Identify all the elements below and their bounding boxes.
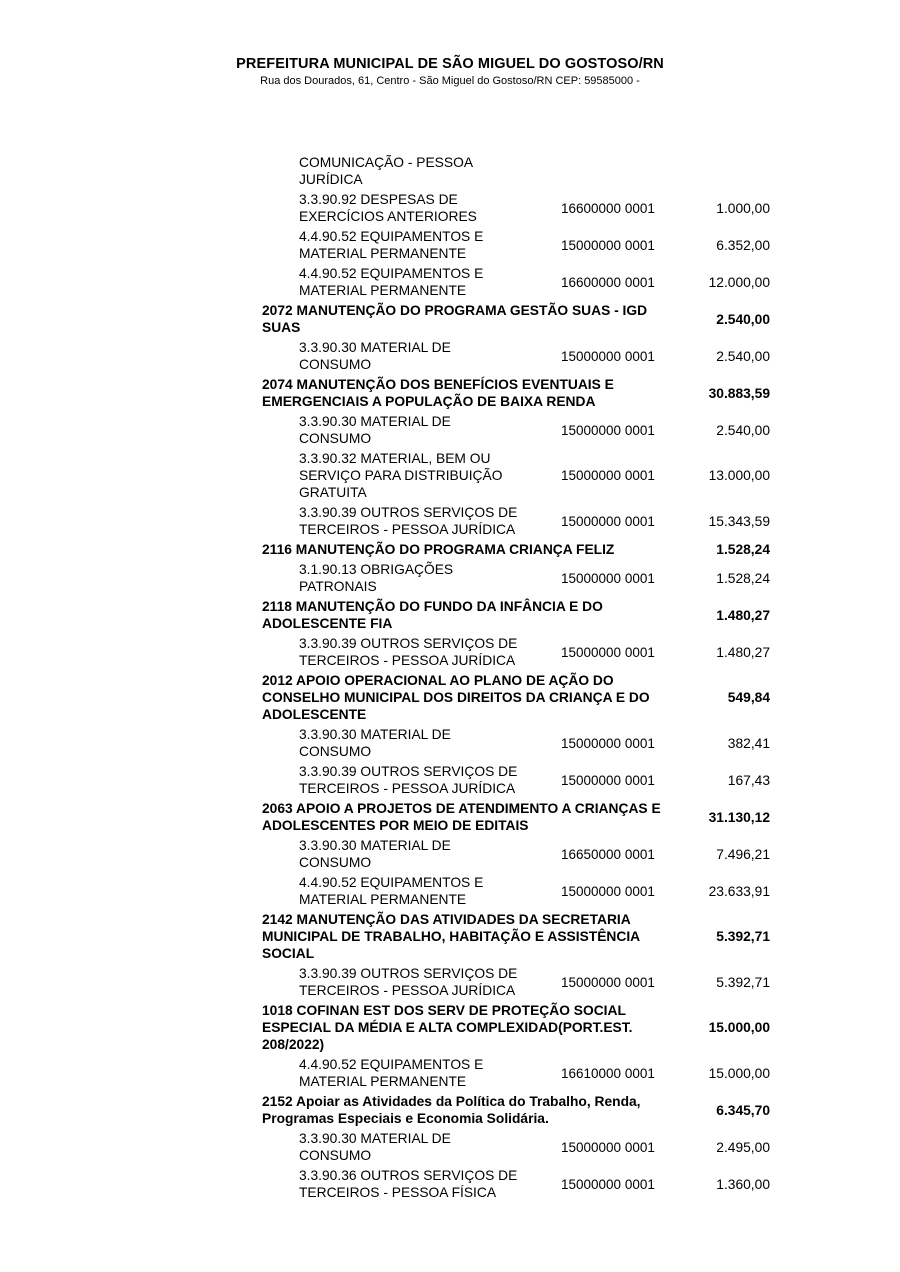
action-total: 1.528,24: [716, 542, 770, 557]
municipality-title: PREFEITURA MUNICIPAL DE SÃO MIGUEL DO GOSTOSO/RN: [236, 56, 664, 72]
item-source-code: 15000000 0001: [561, 348, 655, 364]
budget-action-row: [262, 301, 774, 338]
budget-action-row: [262, 910, 774, 964]
budget-item-row: [262, 560, 774, 597]
item-value: 7.496,21: [716, 846, 770, 862]
budget-action-row: [262, 671, 774, 725]
item-value: 1.528,24: [716, 570, 770, 586]
budget-action-row: [262, 799, 774, 836]
item-value: 1.480,27: [716, 644, 770, 660]
budget-item-row: [262, 1055, 774, 1092]
item-value: 2.495,00: [716, 1139, 770, 1155]
item-description: 3.3.90.92 DESPESAS DE EXERCÍCIOS ANTERIORES: [299, 192, 477, 224]
item-value: 1.360,00: [716, 1176, 770, 1192]
item-value: 2.540,00: [716, 422, 770, 438]
budget-item-row: [262, 1129, 774, 1166]
action-title: 2074 MANUTENÇÃO DOS BENEFÍCIOS EVENTUAIS E EMERGENCIAIS A POPULAÇÃO DE BAIXA RENDA: [262, 377, 614, 409]
action-total: 2.540,00: [716, 311, 770, 327]
action-total: 30.883,59: [708, 385, 770, 401]
item-description: 3.3.90.30 MATERIAL DE CONSUMO: [299, 340, 451, 372]
item-source-code: 16600000 0001: [561, 274, 655, 290]
budget-item-row: [262, 153, 774, 190]
budget-item-row: [262, 190, 774, 227]
item-source-code: 15000000 0001: [561, 513, 655, 529]
action-title: 2072 MANUTENÇÃO DO PROGRAMA GESTÃO SUAS - IGD SUAS: [262, 303, 648, 335]
item-description: 3.3.90.39 OUTROS SERVIÇOS DE TERCEIROS - PESSOA JURÍDICA: [299, 636, 518, 668]
budget-item-row: [262, 634, 774, 671]
item-value: 13.000,00: [708, 468, 770, 483]
item-source-code: 15000000 0001: [561, 422, 655, 438]
action-title: 2142 MANUTENÇÃO DAS ATIVIDADES DA SECRETARIA MUNICIPAL DE TRABALHO, HABITAÇÃO E ASSISTÊNCIA SOCIAL: [262, 912, 640, 961]
item-value: 15.343,59: [708, 513, 770, 529]
item-description: 3.3.90.36 OUTROS SERVIÇOS DE TERCEIROS - PESSOA FÍSICA: [299, 1168, 518, 1200]
action-title: 2116 MANUTENÇÃO DO PROGRAMA CRIANÇA FELIZ: [262, 542, 615, 557]
item-source-code: 15000000 0001: [561, 1139, 655, 1155]
budget-item-row: [262, 836, 774, 873]
action-title: 2063 APOIO A PROJETOS DE ATENDIMENTO A CRIANÇAS E ADOLESCENTES POR MEIO DE EDITAIS: [262, 801, 661, 833]
item-value: 12.000,00: [708, 274, 770, 290]
item-description: 4.4.90.52 EQUIPAMENTOS E MATERIAL PERMANENTE: [299, 266, 484, 298]
budget-item-row: [262, 762, 774, 799]
item-value: 23.633,91: [708, 883, 770, 899]
item-description: 3.3.90.32 MATERIAL, BEM OU SERVIÇO PARA DISTRIBUIÇÃO GRATUITA: [299, 451, 503, 500]
budget-item-row: [262, 873, 774, 910]
item-description: 3.3.90.39 OUTROS SERVIÇOS DE TERCEIROS - PESSOA JURÍDICA: [299, 505, 518, 537]
item-source-code: 16610000 0001: [561, 1065, 655, 1081]
item-description: 3.1.90.13 OBRIGAÇÕES PATRONAIS: [299, 562, 454, 594]
budget-action-row: [262, 1001, 774, 1055]
item-source-code: 16650000 0001: [561, 846, 655, 862]
item-description: 4.4.90.52 EQUIPAMENTOS E MATERIAL PERMANENTE: [299, 875, 484, 907]
action-title: 2012 APOIO OPERACIONAL AO PLANO DE AÇÃO DO CONSELHO MUNICIPAL DOS DIREITOS DA CRIANÇA E DO ADOLESCENTE: [262, 673, 650, 722]
budget-item-row: [262, 1166, 774, 1203]
item-source-code: 15000000 0001: [561, 468, 655, 483]
item-value: 1.000,00: [716, 200, 770, 216]
municipality-address: Rua dos Dourados, 61, Centro - São Miguel do Gostoso/RN CEP: 59585000 -: [260, 75, 640, 87]
action-total: 15.000,00: [708, 1020, 770, 1035]
budget-action-row: [262, 375, 774, 412]
item-source-code: 15000000 0001: [561, 644, 655, 660]
item-value: 2.540,00: [716, 348, 770, 364]
item-value: 15.000,00: [708, 1065, 770, 1081]
budget-item-row: [262, 449, 774, 503]
item-description: 4.4.90.52 EQUIPAMENTOS E MATERIAL PERMANENTE: [299, 1057, 484, 1089]
item-description: 3.3.90.30 MATERIAL DE CONSUMO: [299, 1131, 451, 1163]
budget-action-row: [262, 540, 774, 560]
item-source-code: 15000000 0001: [561, 735, 655, 751]
item-description: 3.3.90.39 OUTROS SERVIÇOS DE TERCEIROS - PESSOA JURÍDICA: [299, 966, 518, 998]
action-title: 2152 Apoiar as Atividades da Política do Trabalho, Renda, Programas Especiais e Economia Solidária.: [262, 1094, 641, 1126]
action-total: 1.480,27: [716, 607, 770, 623]
budget-action-row: [262, 1092, 774, 1129]
item-description: COMUNICAÇÃO - PESSOA JURÍDICA: [299, 155, 473, 187]
item-value: 382,41: [727, 735, 770, 751]
item-source-code: 15000000 0001: [561, 237, 655, 253]
action-total: 31.130,12: [708, 809, 770, 825]
budget-item-row: [262, 338, 774, 375]
budget-action-row: [262, 597, 774, 634]
budget-item-row: [262, 964, 774, 1001]
budget-item-row: [262, 725, 774, 762]
budget-item-row: [262, 412, 774, 449]
item-description: 3.3.90.30 MATERIAL DE CONSUMO: [299, 838, 451, 870]
item-description: 3.3.90.39 OUTROS SERVIÇOS DE TERCEIROS - PESSOA JURÍDICA: [299, 764, 518, 796]
item-source-code: 15000000 0001: [561, 570, 655, 586]
item-source-code: 15000000 0001: [561, 883, 655, 899]
item-description: 4.4.90.52 EQUIPAMENTOS E MATERIAL PERMANENTE: [299, 229, 484, 261]
item-value: 5.392,71: [716, 974, 770, 990]
item-source-code: 15000000 0001: [561, 974, 655, 990]
budget-item-row: [262, 264, 774, 301]
budget-item-row: [262, 227, 774, 264]
action-total: 549,84: [727, 690, 770, 705]
item-value: 167,43: [727, 772, 770, 788]
item-source-code: 15000000 0001: [561, 772, 655, 788]
action-total: 5.392,71: [716, 929, 770, 944]
action-title: 1018 COFINAN EST DOS SERV DE PROTEÇÃO SOCIAL ESPECIAL DA MÉDIA E ALTA COMPLEXIDAD(PORT.EST. 208/2022): [262, 1003, 633, 1052]
item-description: 3.3.90.30 MATERIAL DE CONSUMO: [299, 727, 451, 759]
item-source-code: 15000000 0001: [561, 1176, 655, 1192]
item-source-code: 16600000 0001: [561, 200, 655, 216]
item-description: 3.3.90.30 MATERIAL DE CONSUMO: [299, 414, 451, 446]
document-header: [0, 56, 900, 87]
action-total: 6.345,70: [716, 1102, 770, 1118]
item-value: 6.352,00: [716, 237, 770, 253]
action-title: 2118 MANUTENÇÃO DO FUNDO DA INFÂNCIA E DO ADOLESCENTE FIA: [262, 599, 603, 631]
budget-table: [262, 153, 774, 1203]
budget-item-row: [262, 503, 774, 540]
